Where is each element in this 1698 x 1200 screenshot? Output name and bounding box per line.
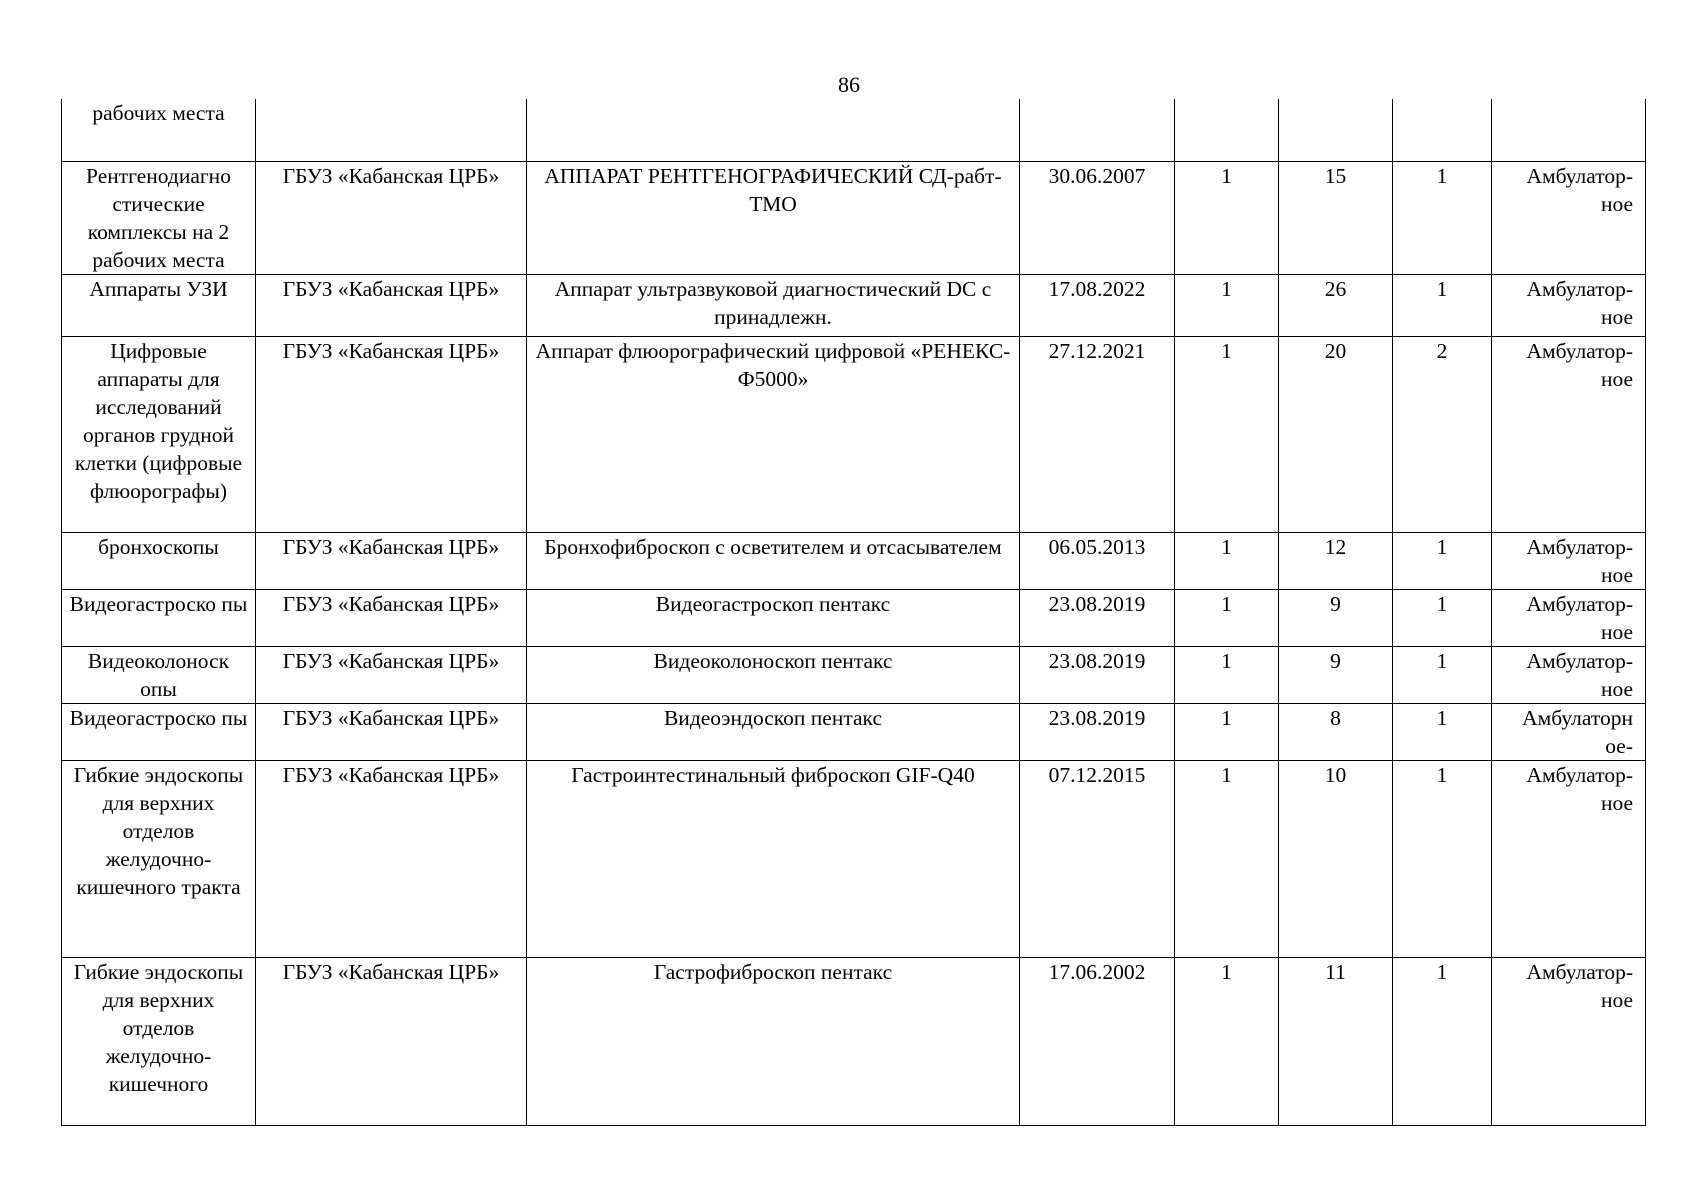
organization-cell: ГБУЗ «Кабанская ЦРБ» [256,274,527,336]
value-cell: 8 [1279,703,1393,760]
date-cell: 17.06.2002 [1020,957,1175,1125]
equipment-name-cell: Видеоколоноскоп пентакс [527,646,1020,703]
count-cell [1393,99,1492,161]
count-cell: 1 [1393,161,1492,274]
equipment-name-cell: Гастроинтестинальный фиброскоп GIF-Q40 [527,760,1020,957]
date-cell: 17.08.2022 [1020,274,1175,336]
value-cell [1279,99,1393,161]
table-row [62,703,1646,760]
equipment-type-cell: Гибкие эндоскопы для верхних отделов желудочно-кишечного [62,957,256,1125]
value-cell: 20 [1279,336,1393,532]
equipment-name-cell: Аппарат флюорографический цифровой «РЕНЕКС-Ф5000» [527,336,1020,532]
date-cell: 07.12.2015 [1020,760,1175,957]
date-cell: 23.08.2019 [1020,589,1175,646]
equipment-type-cell: бронхоскопы [62,532,256,589]
equipment-type-cell: Видеогастроско пы [62,703,256,760]
equipment-name-cell: АППАРАТ РЕНТГЕНОГРАФИЧЕСКИЙ СД-рабт-ТМО [527,161,1020,274]
count-cell: 1 [1393,957,1492,1125]
quantity-cell: 1 [1175,957,1279,1125]
organization-cell: ГБУЗ «Кабанская ЦРБ» [256,161,527,274]
table-row [62,161,1646,274]
care-mode-cell: Амбулатор-ное [1492,274,1646,336]
equipment-name-cell [527,99,1020,161]
count-cell: 1 [1393,274,1492,336]
count-cell: 1 [1393,760,1492,957]
care-mode-cell: Амбулатор-ное [1492,957,1646,1125]
table-row [62,646,1646,703]
organization-cell: ГБУЗ «Кабанская ЦРБ» [256,532,527,589]
care-mode-cell: Амбулатор-ное [1492,532,1646,589]
value-cell: 9 [1279,589,1393,646]
value-cell: 9 [1279,646,1393,703]
equipment-type-cell: Видеоколоноск опы [62,646,256,703]
quantity-cell: 1 [1175,646,1279,703]
date-cell: 27.12.2021 [1020,336,1175,532]
count-cell: 1 [1393,532,1492,589]
date-cell: 30.06.2007 [1020,161,1175,274]
count-cell: 1 [1393,589,1492,646]
equipment-type-cell: Аппараты УЗИ [62,274,256,336]
equipment-name-cell: Видеоэндоскоп пентакс [527,703,1020,760]
date-cell [1020,99,1175,161]
equipment-type-cell: Гибкие эндоскопы для верхних отделов желудочно-кишечного тракта [62,760,256,957]
quantity-cell: 1 [1175,336,1279,532]
count-cell: 1 [1393,703,1492,760]
table-row [62,957,1646,1125]
organization-cell [256,99,527,161]
organization-cell: ГБУЗ «Кабанская ЦРБ» [256,703,527,760]
care-mode-cell: Амбулаторн ое- [1492,703,1646,760]
date-cell: 23.08.2019 [1020,646,1175,703]
date-cell: 23.08.2019 [1020,703,1175,760]
date-cell: 06.05.2013 [1020,532,1175,589]
quantity-cell [1175,99,1279,161]
value-cell: 26 [1279,274,1393,336]
table-row [62,589,1646,646]
equipment-type-cell: рабочих места [62,99,256,161]
table-row [62,99,1646,161]
equipment-type-cell: Рентгенодиагно стические комплексы на 2 рабочих места [62,161,256,274]
organization-cell: ГБУЗ «Кабанская ЦРБ» [256,957,527,1125]
organization-cell: ГБУЗ «Кабанская ЦРБ» [256,646,527,703]
care-mode-cell: Амбулатор-ное [1492,336,1646,532]
care-mode-cell: Амбулатор-ное [1492,589,1646,646]
table-body [62,99,1646,1125]
equipment-table [61,99,1646,1126]
page-number: 86 [838,72,860,97]
value-cell: 15 [1279,161,1393,274]
quantity-cell: 1 [1175,532,1279,589]
quantity-cell: 1 [1175,161,1279,274]
equipment-name-cell: Аппарат ультразвуковой диагностический DC с принадлежн. [527,274,1020,336]
value-cell: 12 [1279,532,1393,589]
organization-cell: ГБУЗ «Кабанская ЦРБ» [256,589,527,646]
table-row [62,760,1646,957]
value-cell: 10 [1279,760,1393,957]
organization-cell: ГБУЗ «Кабанская ЦРБ» [256,336,527,532]
care-mode-cell: Амбулатор-ное [1492,646,1646,703]
table-row [62,532,1646,589]
equipment-name-cell: Бронхофиброскоп с осветителем и отсасывателем [527,532,1020,589]
value-cell: 11 [1279,957,1393,1125]
organization-cell: ГБУЗ «Кабанская ЦРБ» [256,760,527,957]
table-row [62,336,1646,532]
equipment-name-cell: Гастрофиброскоп пентакс [527,957,1020,1125]
care-mode-cell [1492,99,1646,161]
quantity-cell: 1 [1175,760,1279,957]
care-mode-cell: Амбулатор-ное [1492,161,1646,274]
equipment-name-cell: Видеогастроскоп пентакс [527,589,1020,646]
quantity-cell: 1 [1175,274,1279,336]
equipment-type-cell: Видеогастроско пы [62,589,256,646]
quantity-cell: 1 [1175,589,1279,646]
count-cell: 2 [1393,336,1492,532]
care-mode-cell: Амбулатор-ное [1492,760,1646,957]
count-cell: 1 [1393,646,1492,703]
quantity-cell: 1 [1175,703,1279,760]
equipment-type-cell: Цифровые аппараты для исследований органов грудной клетки (цифровые флюорографы) [62,336,256,532]
table-row [62,274,1646,336]
